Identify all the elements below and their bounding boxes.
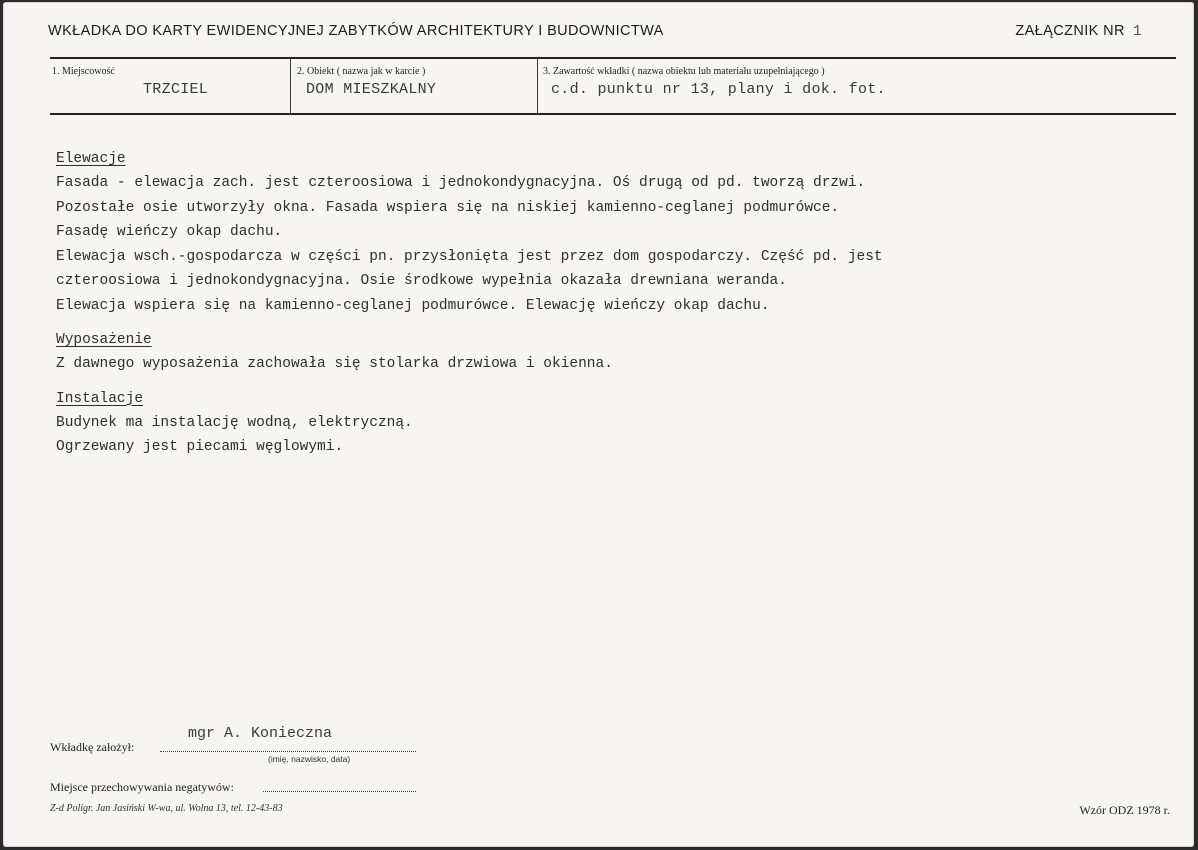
section-title-wyposazenie: Wyposażenie (56, 332, 152, 348)
field-3-value: c.d. punktu nr 13, plany i dok. fot. (551, 81, 886, 98)
field-2-label: 2. Obiekt ( nazwa jak w karcie ) (297, 66, 426, 77)
author-value: mgr A. Konieczna (188, 725, 333, 742)
header-rule-bottom (50, 113, 1176, 115)
author-caption: (imię, nazwisko, data) (268, 754, 351, 764)
text-line: Fasada - elewacja zach. jest czteroosiowa i jednokondygnacyjna. Oś drugą od pd. tworzą drzwi. (56, 175, 866, 191)
card-body (56, 147, 1156, 460)
section-title-instalacje: Instalacje (56, 390, 144, 407)
section-title-elewacje: Elewacje (56, 151, 126, 167)
field-divider-2 (537, 59, 538, 113)
document-title: WKŁADKA DO KARTY EWIDENCYJNEJ ZABYTKÓW ARCHITEKTURY I BUDOWNICTWA (48, 23, 664, 39)
text-line: Z dawnego wyposażenia zachowała się stolarka drzwiowa i okienna. (56, 356, 613, 372)
negatives-dotted-line (263, 790, 416, 792)
annex-number: 1 (1132, 24, 1142, 40)
text-line: Fasadę wieńczy okap dachu. (56, 224, 283, 240)
author-label: Wkładkę założył: (50, 740, 135, 754)
text-line: Budynek ma instalację wodną, elektryczną. (56, 414, 413, 431)
header-rule-top (50, 57, 1176, 59)
record-card (3, 2, 1194, 847)
field-1-value: TRZCIEL (143, 81, 209, 98)
annex-label-text: ZAŁĄCZNIK NR (1015, 23, 1125, 39)
field-divider-1 (290, 59, 291, 113)
negatives-label: Miejsce przechowywania negatywów: (50, 780, 234, 794)
field-3-label: 3. Zawartość wkładki ( nazwa obiektu lub materiału uzupełniającego ) (543, 66, 825, 77)
author-dotted-line (160, 750, 416, 752)
printer-imprint: Z-d Poligr. Jan Jasiński W-wa, ul. Wolna 13, tel. 12-43-83 (50, 803, 283, 814)
text-line: Elewacja wsch.-gospodarcza w części pn. przysłonięta jest przez dom gospodarczy. Część pd. jest (56, 248, 883, 265)
text-line: Ogrzewany jest piecami węglowymi. (56, 439, 344, 455)
text-line: czteroosiowa i jednokondygnacyjna. Osie środkowe wypełnia okazała drewniana weranda. (56, 273, 787, 289)
text-line: Elewacja wspiera się na kamienno-ceglanej podmurówce. Elewację wieńczy okap dachu. (56, 297, 770, 314)
text-line: Pozostałe osie utworzyły okna. Fasada wspiera się na niskiej kamienno-ceglanej podmurówce. (56, 199, 840, 216)
annex-label (1015, 23, 1142, 40)
field-1-label: 1. Miejscowość (52, 66, 115, 77)
form-id: Wzór ODZ 1978 r. (1079, 803, 1170, 817)
field-2-value: DOM MIESZKALNY (306, 81, 437, 98)
